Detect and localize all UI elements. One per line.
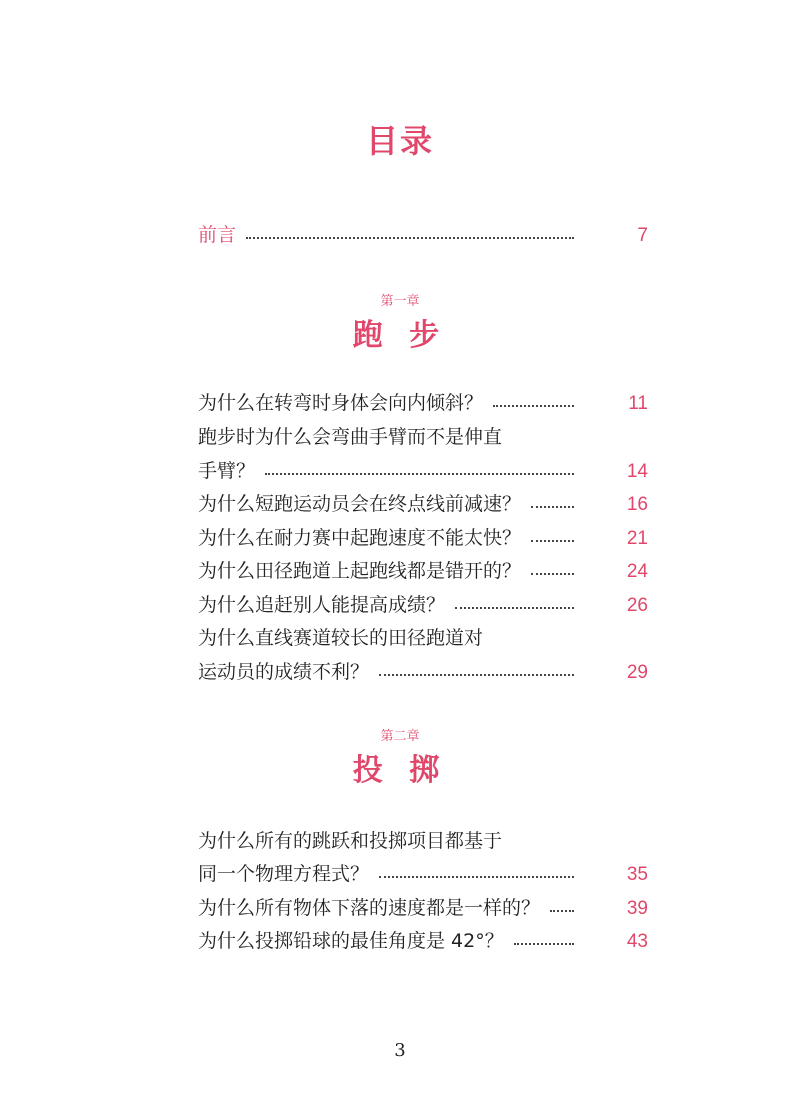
toc-entry[interactable] xyxy=(198,921,648,951)
toc-entry[interactable] xyxy=(198,518,648,548)
toc-entry[interactable] xyxy=(198,888,648,918)
toc-page-number: 29 xyxy=(626,662,648,683)
toc-page-number: 16 xyxy=(626,494,648,515)
dot-leader xyxy=(455,607,574,609)
dot-leader xyxy=(531,506,574,508)
toc-entry-title: 为什么短跑运动员会在终点线前减速？ xyxy=(198,493,522,515)
dot-leader xyxy=(265,473,574,475)
chapter-title: 跑 步 xyxy=(352,318,448,353)
toc-entry-title: 前言 xyxy=(198,224,237,246)
toc-page-number: 26 xyxy=(626,595,648,616)
toc-entry-title: 为什么在转弯时身体会向内倾斜？ xyxy=(198,392,484,414)
toc-entry-title: 为什么田径跑道上起跑线都是错开的？ xyxy=(198,560,522,582)
toc-page-number: 39 xyxy=(626,898,648,919)
toc-page-number: 35 xyxy=(626,864,648,885)
toc-page-number: 43 xyxy=(626,931,648,952)
chapter-title: 投 掷 xyxy=(352,753,448,788)
toc-entry-line[interactable]: 为什么所有的跳跃和投掷项目都基于 xyxy=(198,830,503,852)
toc-entry-title: 手臂？ xyxy=(198,460,256,482)
dot-leader xyxy=(246,237,574,239)
toc-page-number: 7 xyxy=(637,225,648,246)
toc-entry-title: 为什么追赶别人能提高成绩？ xyxy=(198,594,446,616)
toc-entry-line[interactable]: 为什么直线赛道较长的田径跑道对 xyxy=(198,627,484,649)
dot-leader xyxy=(379,674,574,676)
toc-entry[interactable] xyxy=(198,551,648,581)
toc-page-number: 14 xyxy=(626,461,648,482)
dot-leader xyxy=(379,876,574,878)
toc-entry[interactable] xyxy=(198,652,648,682)
chapter-label: 第一章 xyxy=(380,294,420,309)
page-number: 3 xyxy=(394,1040,406,1061)
dot-leader xyxy=(493,405,574,407)
toc-entry-title: 为什么所有物体下落的速度都是一样的？ xyxy=(198,897,541,919)
page-title: 目录 xyxy=(365,122,434,160)
toc-entry-title: 同一个物理方程式？ xyxy=(198,863,370,885)
chapter-label: 第二章 xyxy=(380,729,420,744)
toc-entry[interactable] xyxy=(198,451,648,481)
toc-entry[interactable] xyxy=(198,383,648,413)
toc-entry-title: 运动员的成绩不利？ xyxy=(198,661,370,683)
dot-leader xyxy=(550,910,574,912)
toc-entry[interactable] xyxy=(198,854,648,884)
toc-page-number: 11 xyxy=(628,393,648,414)
toc-entry[interactable] xyxy=(198,585,648,615)
toc-entry-title: 为什么在耐力赛中起跑速度不能太快？ xyxy=(198,527,522,549)
toc-page-number: 21 xyxy=(626,528,648,549)
toc-entry-line[interactable]: 跑步时为什么会弯曲手臂而不是伸直 xyxy=(198,426,503,448)
toc-entry-preface[interactable] xyxy=(198,215,648,245)
toc-entry[interactable] xyxy=(198,484,648,514)
toc-page-number: 24 xyxy=(626,561,648,582)
dot-leader xyxy=(531,540,574,542)
dot-leader xyxy=(531,573,574,575)
dot-leader xyxy=(514,943,574,945)
toc-entry-title: 为什么投掷铅球的最佳角度是 42°？ xyxy=(198,930,504,952)
